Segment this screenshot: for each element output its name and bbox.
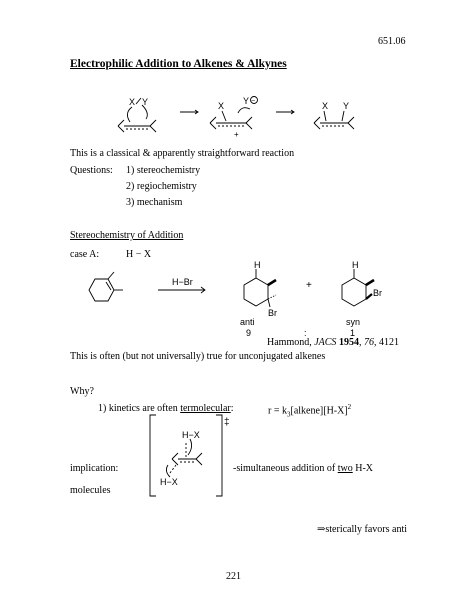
anti-label: anti [240, 317, 255, 327]
rate-law-subscript: 3 [286, 410, 291, 419]
syn-br-label: Br [373, 288, 382, 298]
implication-pre: -simultaneous addition of [233, 463, 336, 474]
syn-h-label: H [352, 260, 359, 270]
minus-charge: − [251, 98, 256, 105]
kinetics-colon: : [230, 403, 234, 414]
intermediate-x: X [218, 101, 225, 111]
section-heading: Stereochemistry of Addition [70, 230, 184, 241]
double-dagger: ‡ [224, 417, 230, 428]
case-label: case A: [70, 249, 100, 260]
molecules-text: molecules [70, 485, 111, 496]
citation: Hammond, JACS 1954, 76, 4121 [267, 337, 399, 348]
product-y: Y [343, 101, 350, 111]
syn-value: 1 [350, 328, 356, 338]
product-x: X [322, 101, 329, 111]
plus-charge: + [234, 130, 239, 139]
question-item: 2) regiochemistry [126, 181, 197, 192]
implication-post: H-X [355, 463, 373, 474]
why-label: Why? [70, 386, 94, 397]
citation-year: 1954 [338, 337, 359, 348]
anti-value: 9 [246, 328, 252, 338]
ratio-separator: : [304, 328, 307, 338]
syn-label: syn [346, 317, 361, 327]
kinetics-text: 1) kinetics are often [98, 403, 178, 414]
citation-volume: 76 [363, 337, 374, 348]
mechanism-x: X [129, 97, 136, 107]
termolecular-term: termolecular [180, 403, 231, 414]
mechanism-y: Y [142, 97, 149, 107]
statement-text: This is often (but not universally) true for unconjugated alkenes [70, 351, 326, 362]
implication-text [233, 464, 373, 474]
implication-two: two [337, 463, 353, 474]
anti-br-label: Br [268, 308, 277, 318]
implication-label: implication: [70, 463, 119, 474]
reagent-label: H−Br [172, 277, 193, 287]
ts-top-hx: H−X [182, 430, 200, 440]
rate-law-start: r = k [268, 405, 287, 417]
page-title: Electrophilic Addition to Alkenes & Alkynes [70, 58, 287, 70]
question-item: 1) stereochemistry [126, 165, 201, 176]
intermediate-y: Y [243, 96, 250, 106]
rate-law-rest: [alkene][H-X] [290, 405, 348, 417]
rate-law-superscript: 2 [347, 403, 352, 411]
mechanism-diagram [0, 95, 474, 155]
plus-sign: + [306, 280, 312, 291]
anti-h-label: H [254, 260, 261, 270]
reaction-scheme [0, 260, 474, 340]
citation-author: Hammond, [267, 337, 312, 348]
citation-pages: , 4121 [373, 337, 399, 348]
citation-journal: JACS [314, 337, 337, 348]
intro-text: This is a classical & apparently straightforward reaction [70, 148, 295, 159]
conclusion-text: ⇒sterically favors anti [317, 524, 408, 535]
ts-bottom-hx: H−X [160, 477, 178, 487]
question-item: 3) mechanism [126, 197, 183, 208]
page-code: 651.06 [378, 36, 406, 47]
case-reagent: H − X [126, 249, 152, 260]
page-number: 221 [226, 571, 241, 582]
questions-label: Questions: [70, 165, 113, 176]
